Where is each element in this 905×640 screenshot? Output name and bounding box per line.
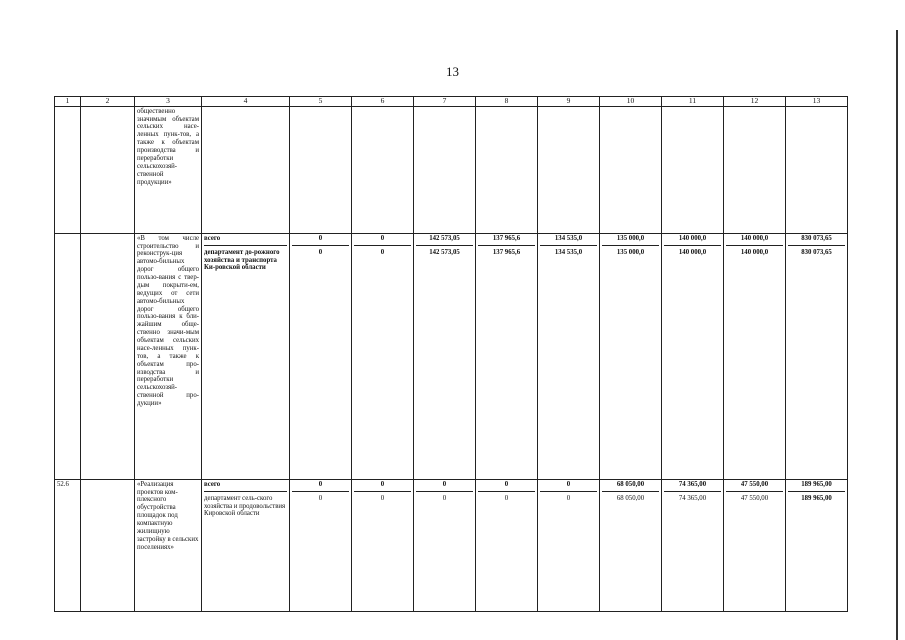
empty-cell — [81, 233, 135, 479]
total-value: 830 073,65 — [788, 235, 845, 246]
executor-value: 0 — [504, 494, 509, 502]
description-cell: общественно значимым объектам сельских насе-ленных пунк-тов, а также к объектам производства и переработки сельскохозяй-ственной продукции» — [135, 106, 202, 233]
executor-value: 0 — [318, 494, 323, 502]
executor-value: 0 — [442, 494, 447, 502]
column-header: 7 — [414, 97, 476, 107]
empty-cell — [290, 106, 352, 233]
total-value: 74 365,00 — [664, 481, 721, 492]
empty-cell — [662, 106, 724, 233]
executor-cell — [202, 479, 290, 611]
executor-label: департамент сель-ского хозяйства и продовольствия Кировской области — [204, 494, 286, 518]
executor-value: 140 000,0 — [740, 248, 769, 256]
empty-cell — [81, 106, 135, 233]
total-value: 140 000,0 — [664, 235, 721, 246]
total-value: 0 — [540, 481, 597, 492]
table-row — [55, 479, 848, 611]
empty-cell — [202, 106, 290, 233]
empty-cell — [414, 106, 476, 233]
table-header-row — [55, 97, 848, 107]
column-header: 11 — [662, 97, 724, 107]
executor-label: департамент до-рожного хозяйства и транспорта Ки-ровской области — [204, 248, 280, 272]
executor-value: 47 550,00 — [740, 494, 769, 502]
column-header: 1 — [55, 97, 81, 107]
value-cell — [786, 233, 848, 479]
total-value: 142 573,05 — [416, 235, 473, 246]
total-value: 47 550,00 — [726, 481, 783, 492]
value-cell — [352, 233, 414, 479]
column-header: 4 — [202, 97, 290, 107]
value-cell — [724, 479, 786, 611]
empty-cell — [600, 106, 662, 233]
value-cell — [662, 479, 724, 611]
total-label: всего — [204, 481, 287, 492]
value-cell — [290, 233, 352, 479]
total-label: всего — [204, 235, 287, 246]
value-cell — [786, 479, 848, 611]
executor-value: 0 — [380, 494, 385, 502]
executor-value: 142 573,05 — [429, 248, 460, 256]
value-cell — [538, 233, 600, 479]
total-value: 68 050,00 — [602, 481, 659, 492]
empty-cell — [786, 106, 848, 233]
executor-value: 0 — [318, 248, 323, 256]
description-cell: «Реализация проектов ком-плексного обустройства площадок под компактную жилищную застройку в сельских поселениях» — [135, 479, 202, 611]
column-header: 3 — [135, 97, 202, 107]
column-header: 9 — [538, 97, 600, 107]
value-cell — [476, 233, 538, 479]
total-value: 0 — [292, 235, 349, 246]
total-value: 135 000,0 — [602, 235, 659, 246]
code-cell: 52.6 — [55, 479, 81, 611]
executor-value: 830 073,65 — [801, 248, 832, 256]
total-value: 189 965,00 — [788, 481, 845, 492]
page-number: 13 — [446, 64, 459, 79]
total-value: 140 000,0 — [726, 235, 783, 246]
empty-cell — [538, 106, 600, 233]
value-cell — [476, 479, 538, 611]
column-header: 2 — [81, 97, 135, 107]
value-cell — [600, 479, 662, 611]
executor-value: 74 365,00 — [678, 494, 707, 502]
budget-table — [54, 96, 848, 612]
total-value: 0 — [292, 481, 349, 492]
executor-value: 68 050,00 — [616, 494, 645, 502]
description-cell: «В том числе строительство и реконструк-ция автомо-бильных дорог общего пользо-вания с твер-дым покрыти-ем, ведущих от сети автомо-бильных дорог общего пользо-вания к бли-жайшим обще-ственно значи-мым объектам сельских насе-ленных пунк-тов, а также к объектам про-изводства и переработки сельскохозяй-ственной про-дукции» — [135, 233, 202, 479]
value-cell — [538, 479, 600, 611]
column-header: 8 — [476, 97, 538, 107]
value-cell — [600, 233, 662, 479]
code-cell — [55, 106, 81, 233]
executor-value: 134 535,0 — [554, 248, 583, 256]
column-header: 5 — [290, 97, 352, 107]
empty-cell — [476, 106, 538, 233]
column-header: 6 — [352, 97, 414, 107]
executor-cell — [202, 233, 290, 479]
executor-value: 137 965,6 — [492, 248, 521, 256]
value-cell — [414, 479, 476, 611]
total-value: 0 — [354, 235, 411, 246]
value-cell — [724, 233, 786, 479]
table-row — [55, 233, 848, 479]
value-cell — [414, 233, 476, 479]
value-cell — [662, 233, 724, 479]
executor-value: 189 965,00 — [801, 494, 832, 502]
total-value: 0 — [416, 481, 473, 492]
value-cell — [290, 479, 352, 611]
executor-value: 140 000,0 — [678, 248, 707, 256]
executor-value: 0 — [566, 494, 571, 502]
executor-value: 0 — [380, 248, 385, 256]
column-header: 12 — [724, 97, 786, 107]
total-value: 0 — [478, 481, 535, 492]
scan-edge-line — [896, 30, 898, 640]
table-row — [55, 106, 848, 233]
empty-cell — [352, 106, 414, 233]
total-value: 134 535,0 — [540, 235, 597, 246]
column-header: 13 — [786, 97, 848, 107]
column-header: 10 — [600, 97, 662, 107]
code-cell — [55, 233, 81, 479]
value-cell — [352, 479, 414, 611]
total-value: 0 — [354, 481, 411, 492]
executor-value: 135 000,0 — [616, 248, 645, 256]
empty-cell — [724, 106, 786, 233]
empty-cell — [81, 479, 135, 611]
total-value: 137 965,6 — [478, 235, 535, 246]
